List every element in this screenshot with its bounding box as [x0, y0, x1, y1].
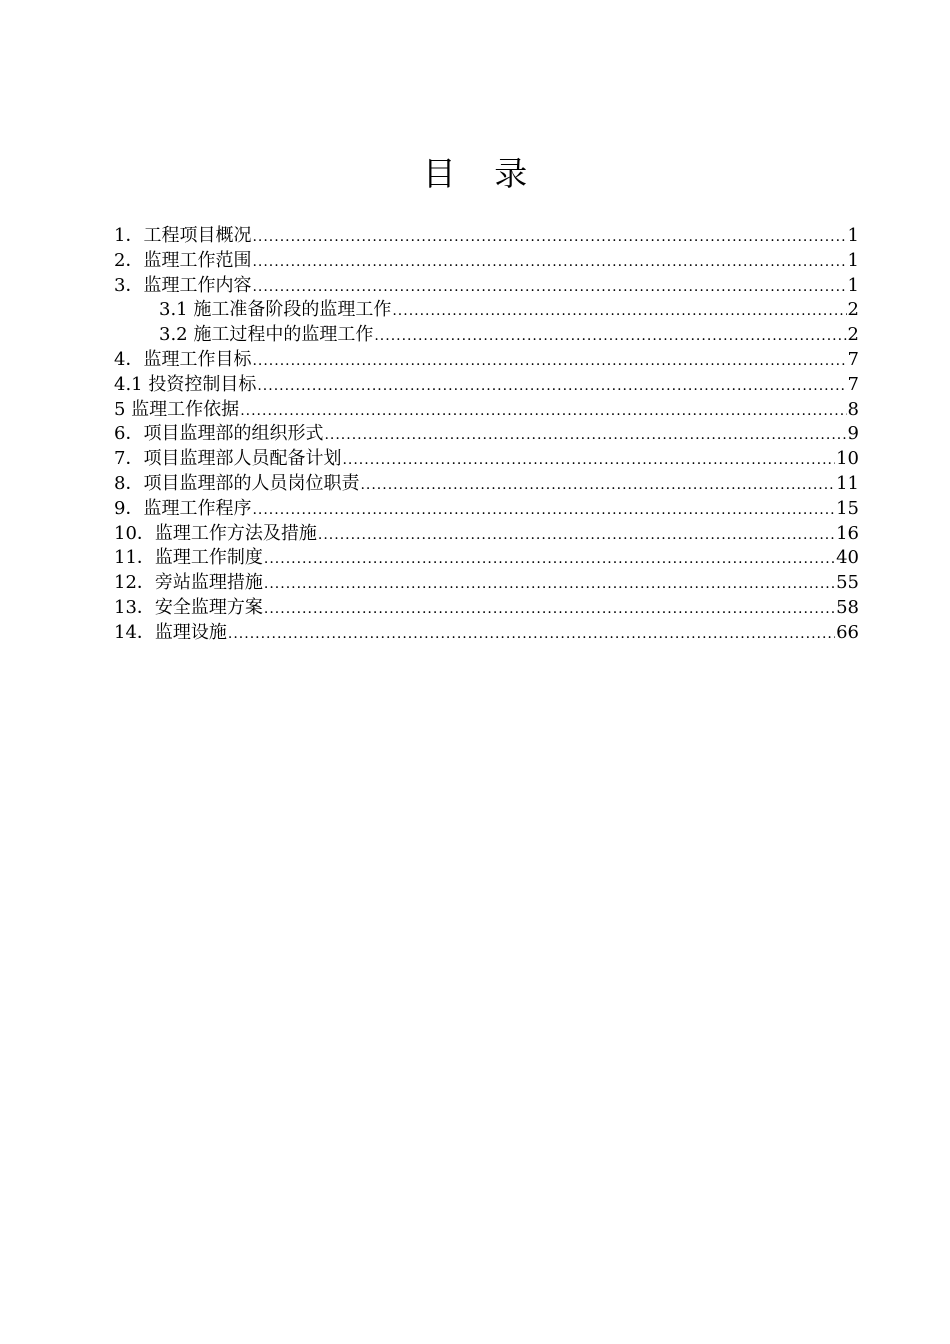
toc-entry-page: 2 [847, 299, 859, 321]
toc-entry[interactable] [114, 497, 859, 522]
toc-entry[interactable] [114, 546, 859, 571]
toc-entry[interactable] [114, 274, 859, 299]
toc-dot-leader [392, 299, 846, 324]
toc-entry-title: 10．监理工作方法及措施 [114, 522, 317, 544]
toc-entry-title: 11．监理工作制度 [114, 547, 263, 569]
toc-entry[interactable] [114, 224, 859, 249]
table-of-contents [114, 224, 859, 646]
toc-entry-title: 3.1 施工准备阶段的监理工作 [159, 299, 392, 321]
toc-entry-page: 10 [836, 448, 859, 470]
toc-entry-page: 40 [836, 547, 859, 569]
toc-entry-page: 1 [847, 249, 859, 271]
toc-dot-leader [240, 399, 846, 424]
toc-entry[interactable] [114, 571, 859, 596]
toc-dot-leader [252, 225, 846, 250]
toc-entry[interactable] [114, 398, 859, 423]
toc-entry-title: 3．监理工作内容 [114, 274, 252, 296]
toc-dot-leader [252, 275, 846, 300]
toc-entry-page: 66 [836, 621, 859, 643]
toc-dot-leader [342, 448, 835, 473]
toc-entry-page: 8 [847, 398, 859, 420]
toc-entry-title: 2．监理工作范围 [114, 249, 252, 271]
toc-entry-title: 8．项目监理部的人员岗位职责 [114, 472, 360, 494]
toc-entry-page: 2 [847, 324, 859, 346]
toc-entry-title: 5 监理工作依据 [114, 398, 240, 420]
toc-dot-leader [252, 349, 846, 374]
toc-entry[interactable] [114, 621, 859, 646]
toc-dot-leader [374, 324, 846, 349]
toc-entry-page: 11 [836, 472, 859, 494]
toc-entry-title: 4.1 投资控制目标 [114, 373, 257, 395]
toc-entry[interactable] [114, 596, 859, 621]
toc-entry-title: 7．项目监理部人员配备计划 [114, 448, 342, 470]
toc-entry[interactable] [114, 472, 859, 497]
toc-entry-title: 13．安全监理方案 [114, 596, 263, 618]
toc-entry-title: 4．监理工作目标 [114, 348, 252, 370]
toc-dot-leader [264, 572, 835, 597]
toc-entry-page: 16 [836, 522, 859, 544]
toc-dot-leader [324, 423, 846, 448]
toc-dot-leader [257, 374, 846, 399]
toc-subentry[interactable] [114, 323, 859, 348]
toc-entry-page: 58 [836, 596, 859, 618]
toc-entry-title: 6．项目监理部的组织形式 [114, 423, 324, 445]
toc-entry[interactable] [114, 447, 859, 472]
toc-entry-title: 3.2 施工过程中的监理工作 [159, 324, 374, 346]
toc-entry-page: 9 [847, 423, 859, 445]
toc-entry-title: 1．工程项目概况 [114, 225, 252, 246]
toc-entry-page: 15 [836, 497, 859, 519]
toc-entry[interactable] [114, 373, 859, 398]
toc-entry-title: 12．旁站监理措施 [114, 572, 263, 594]
toc-entry-page: 7 [847, 348, 859, 370]
toc-dot-leader [228, 622, 835, 647]
toc-entry-page: 7 [847, 373, 859, 395]
toc-entry[interactable] [114, 522, 859, 547]
toc-dot-leader [360, 473, 835, 498]
toc-entry[interactable] [114, 422, 859, 447]
toc-entry[interactable] [114, 249, 859, 274]
toc-entry-page: 1 [847, 274, 859, 296]
toc-dot-leader [264, 597, 835, 622]
toc-entry-title: 9．监理工作程序 [114, 497, 252, 519]
toc-dot-leader [318, 523, 835, 548]
toc-entry-page: 55 [836, 572, 859, 594]
toc-entry-page: 1 [847, 225, 859, 246]
page-title: 目 录 [422, 154, 542, 193]
toc-dot-leader [264, 547, 835, 572]
toc-subentry[interactable] [114, 298, 859, 323]
toc-dot-leader [252, 250, 846, 275]
toc-entry[interactable] [114, 348, 859, 373]
toc-dot-leader [252, 498, 835, 523]
toc-entry-title: 14．监理设施 [114, 621, 227, 643]
